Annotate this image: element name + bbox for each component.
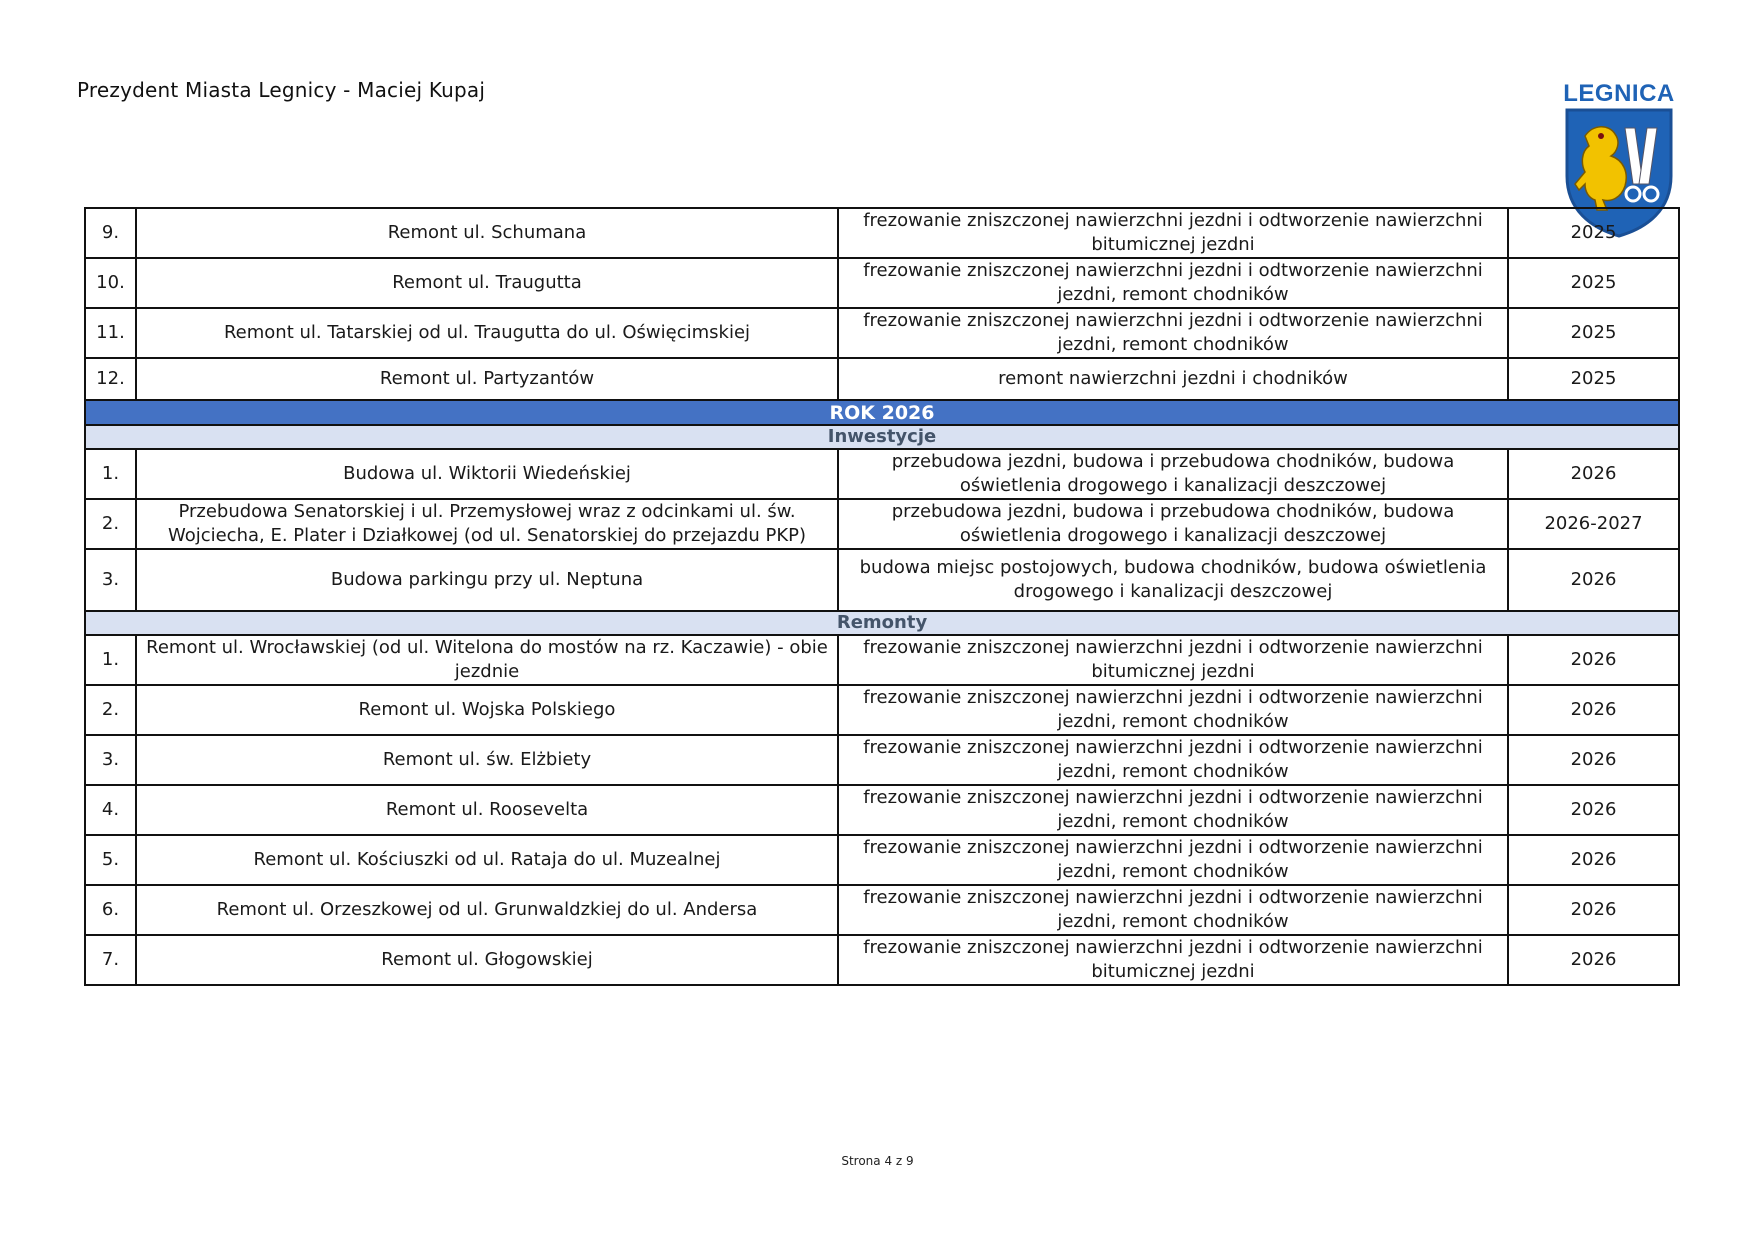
table-row [85,258,1679,308]
task-name: Remont ul. Wojska Polskiego [136,685,838,735]
page-header-title: Prezydent Miasta Legnicy - Maciej Kupaj [77,78,486,102]
table-row [85,635,1679,685]
task-scope: frezowanie zniszczonej nawierzchni jezdni i odtworzenie nawierzchni bitumicznej jezdni [838,635,1508,685]
row-number: 6. [85,885,136,935]
task-scope: frezowanie zniszczonej nawierzchni jezdni i odtworzenie nawierzchni jezdni, remont chodników [838,735,1508,785]
task-name: Przebudowa Senatorskiej i ul. Przemysłowej wraz z odcinkami ul. św. Wojciecha, E. Plater i Działkowej (od ul. Senatorskiej do przejazdu PKP) [136,499,838,549]
task-name: Remont ul. Partyzantów [136,358,838,400]
task-scope: frezowanie zniszczonej nawierzchni jezdni i odtworzenie nawierzchni jezdni, remont chodników [838,258,1508,308]
task-scope: frezowanie zniszczonej nawierzchni jezdni i odtworzenie nawierzchni bitumicznej jezdni [838,208,1508,258]
row-number: 2. [85,685,136,735]
task-scope: przebudowa jezdni, budowa i przebudowa chodników, budowa oświetlenia drogowego i kanalizacji deszczowej [838,449,1508,499]
row-number: 2. [85,499,136,549]
table-row [85,549,1679,611]
table-row [85,499,1679,549]
task-scope: frezowanie zniszczonej nawierzchni jezdni i odtworzenie nawierzchni jezdni, remont chodników [838,835,1508,885]
task-name: Remont ul. Roosevelta [136,785,838,835]
task-year: 2026 [1508,935,1679,985]
task-scope: remont nawierzchni jezdni i chodników [838,358,1508,400]
row-number: 1. [85,635,136,685]
table-row [85,685,1679,735]
section-row [85,425,1679,449]
section-repairs-heading: Remonty [85,611,1679,635]
table-row [85,785,1679,835]
task-year: 2026 [1508,835,1679,885]
task-name: Budowa parkingu przy ul. Neptuna [136,549,838,611]
row-number: 10. [85,258,136,308]
row-number: 11. [85,308,136,358]
year-band: ROK 2026 [85,400,1679,425]
task-name: Budowa ul. Wiktorii Wiedeńskiej [136,449,838,499]
table-row [85,308,1679,358]
table-row [85,835,1679,885]
section-investments-heading: Inwestycje [85,425,1679,449]
table-row [85,735,1679,785]
task-scope: frezowanie zniszczonej nawierzchni jezdni i odtworzenie nawierzchni jezdni, remont chodników [838,685,1508,735]
task-name: Remont ul. św. Elżbiety [136,735,838,785]
section-row [85,611,1679,635]
task-year: 2025 [1508,258,1679,308]
task-year: 2025 [1508,208,1679,258]
table-row [85,885,1679,935]
task-year: 2026 [1508,449,1679,499]
table-row [85,449,1679,499]
task-name: Remont ul. Głogowskiej [136,935,838,985]
task-scope: frezowanie zniszczonej nawierzchni jezdni i odtworzenie nawierzchni bitumicznej jezdni [838,935,1508,985]
task-year: 2026-2027 [1508,499,1679,549]
row-number: 7. [85,935,136,985]
task-year: 2026 [1508,885,1679,935]
row-number: 3. [85,549,136,611]
logo-wordmark: LEGNICA [1563,80,1675,107]
task-name: Remont ul. Traugutta [136,258,838,308]
table-row [85,208,1679,258]
task-name: Remont ul. Kościuszki od ul. Rataja do ul. Muzealnej [136,835,838,885]
task-year: 2026 [1508,735,1679,785]
task-year: 2026 [1508,785,1679,835]
row-number: 3. [85,735,136,785]
task-name: Remont ul. Schumana [136,208,838,258]
task-year: 2026 [1508,685,1679,735]
task-year: 2026 [1508,549,1679,611]
row-number: 4. [85,785,136,835]
task-year: 2025 [1508,308,1679,358]
row-number: 5. [85,835,136,885]
table-row [85,935,1679,985]
task-name: Remont ul. Tatarskiej od ul. Traugutta do ul. Oświęcimskiej [136,308,838,358]
roads-investment-table [84,207,1680,986]
row-number: 12. [85,358,136,400]
page-number-footer: Strona 4 z 9 [841,1154,914,1168]
table-row [85,358,1679,400]
row-number: 1. [85,449,136,499]
task-scope: frezowanie zniszczonej nawierzchni jezdni i odtworzenie nawierzchni jezdni, remont chodników [838,785,1508,835]
year-band-row [85,400,1679,425]
task-year: 2025 [1508,358,1679,400]
task-scope: frezowanie zniszczonej nawierzchni jezdni i odtworzenie nawierzchni jezdni, remont chodników [838,308,1508,358]
task-year: 2026 [1508,635,1679,685]
task-name: Remont ul. Wrocławskiej (od ul. Witelona do mostów na rz. Kaczawie) - obie jezdnie [136,635,838,685]
task-scope: przebudowa jezdni, budowa i przebudowa chodników, budowa oświetlenia drogowego i kanalizacji deszczowej [838,499,1508,549]
task-name: Remont ul. Orzeszkowej od ul. Grunwaldzkiej do ul. Andersa [136,885,838,935]
row-number: 9. [85,208,136,258]
task-scope: budowa miejsc postojowych, budowa chodników, budowa oświetlenia drogowego i kanalizacji deszczowej [838,549,1508,611]
task-scope: frezowanie zniszczonej nawierzchni jezdni i odtworzenie nawierzchni jezdni, remont chodników [838,885,1508,935]
